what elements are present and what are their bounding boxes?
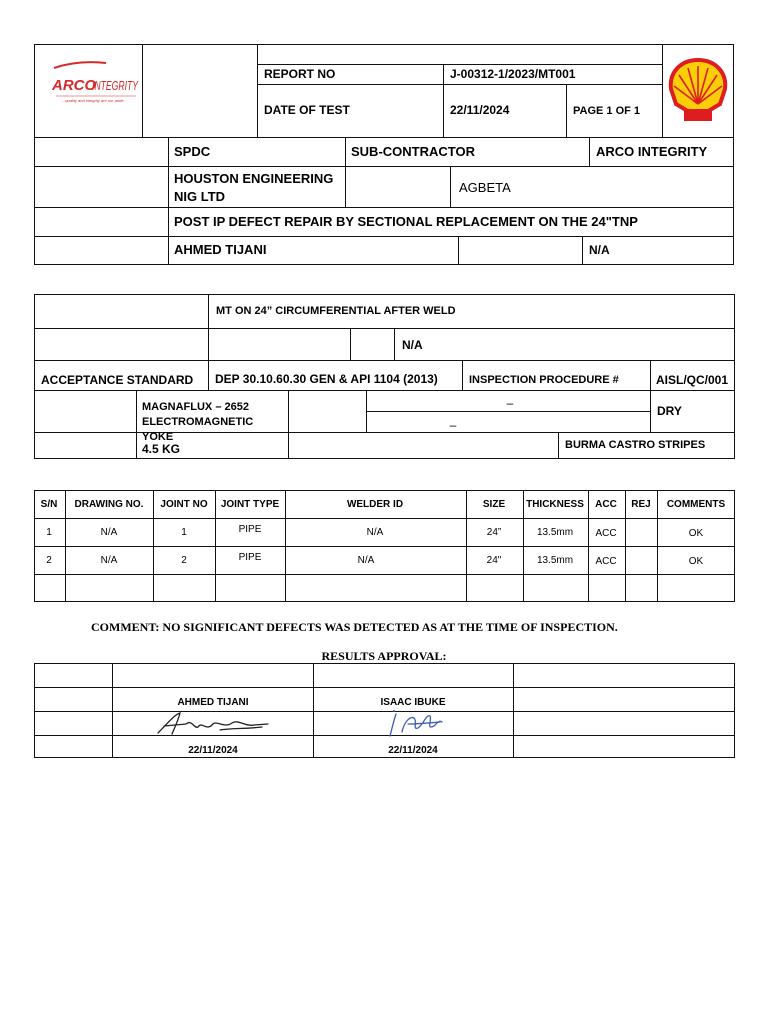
results-approval-title: RESULTS APPROVAL: [321,649,447,663]
dash-value-1: – [506,396,514,410]
col-header-rej: REJ [631,499,651,510]
col-header-thickness: THICKNESS [526,499,584,510]
acceptance-standard-label: ACCEPTANCE STANDARD [41,373,194,387]
cell-joint-no: 2 [181,555,187,566]
test-description: MT ON 24” CIRCUMFERENTIAL AFTER WELD [216,305,456,317]
cell-thickness: 13.5mm [536,555,574,566]
inspector-name: AHMED TIJANI [174,242,267,257]
header-na-value: N/A [589,243,610,257]
svg-text:ARCO: ARCO [52,77,97,94]
cell-joint-no: 1 [181,527,187,538]
equipment-description: MAGNAFLUX – 2652 ELECTROMAGNETIC YOKE [142,401,254,443]
cell-welder-id: N/A [366,527,384,538]
subcontractor-value: ARCO INTEGRITY [596,144,708,159]
cell-joint-type: PIPE [238,552,262,563]
cell-acc: ACC [595,556,617,567]
signature-2 [380,706,450,740]
svg-text:INTEGRITY: INTEGRITY [92,78,139,93]
dash-value-2: – [449,418,457,432]
col-header-comments: COMMENTS [666,499,726,510]
col-header-drawing-no: DRAWING NO. [74,499,144,510]
inspection-procedure-label: INSPECTION PROCEDURE # [469,374,619,386]
signer-2-name: ISAAC IBUKE [380,697,446,708]
lift-test-value: 4.5 KG [142,442,181,456]
cell-comments: OK [688,556,704,567]
date-value: 22/11/2024 [450,103,510,117]
report-no-value: J-00312-1/2023/MT001 [450,67,576,81]
logo-tagline: ...quality and integrity are our pride [62,98,124,103]
cell-acc: ACC [595,528,617,539]
signer-2-date: 22/11/2024 [388,745,438,756]
contractor-name: HOUSTON ENGINEERING NIG LTD [174,171,334,204]
cell-size: 24” [486,527,502,538]
acceptance-standard-value: DEP 30.10.60.30 GEN & API 1104 (2013) [215,372,438,386]
client-name: SPDC [174,144,211,159]
project-description: POST IP DEFECT REPAIR BY SECTIONAL REPLACEMENT ON THE 24"TNP [174,214,638,229]
cell-drawing-no: N/A [100,555,118,566]
col-header-sn: S/N [40,499,58,510]
method-value: DRY [657,404,682,418]
test-row-na: N/A [402,338,423,352]
inspection-procedure-value: AISL/QC/001 [656,373,729,387]
col-header-joint-no: JOINT NO [160,499,208,510]
col-header-joint-type: JOINT TYPE [220,499,280,510]
cell-sn: 1 [46,527,52,538]
cell-comments: OK [688,528,704,539]
signature-1 [150,709,280,739]
location-value: AGBETA [459,180,511,195]
col-header-acc: ACC [595,499,617,510]
report-no-label: REPORT NO [264,67,336,81]
contrast-paint-value: BURMA CASTRO STRIPES [565,439,706,451]
cell-joint-type: PIPE [238,524,262,535]
col-header-size: SIZE [482,499,506,510]
subcontractor-label: SUB-CONTRACTOR [351,144,475,159]
signer-1-date: 22/11/2024 [188,745,238,756]
cell-sn: 2 [46,555,52,566]
cell-welder-id: N/A [357,555,375,566]
inspection-comment: COMMENT: NO SIGNIFICANT DEFECTS WAS DETECTED AS AT THE TIME OF INSPECTION. [91,620,618,634]
cell-size: 24" [486,555,502,566]
cell-drawing-no: N/A [100,527,118,538]
col-header-welder-id: WELDER ID [346,499,404,510]
page-indicator: PAGE 1 OF 1 [573,105,641,117]
cell-thickness: 13.5mm [536,527,574,538]
arco-integrity-logo [48,54,140,110]
signer-1-name: AHMED TIJANI [177,697,249,708]
shell-logo [666,56,730,124]
date-label: DATE OF TEST [264,103,350,117]
